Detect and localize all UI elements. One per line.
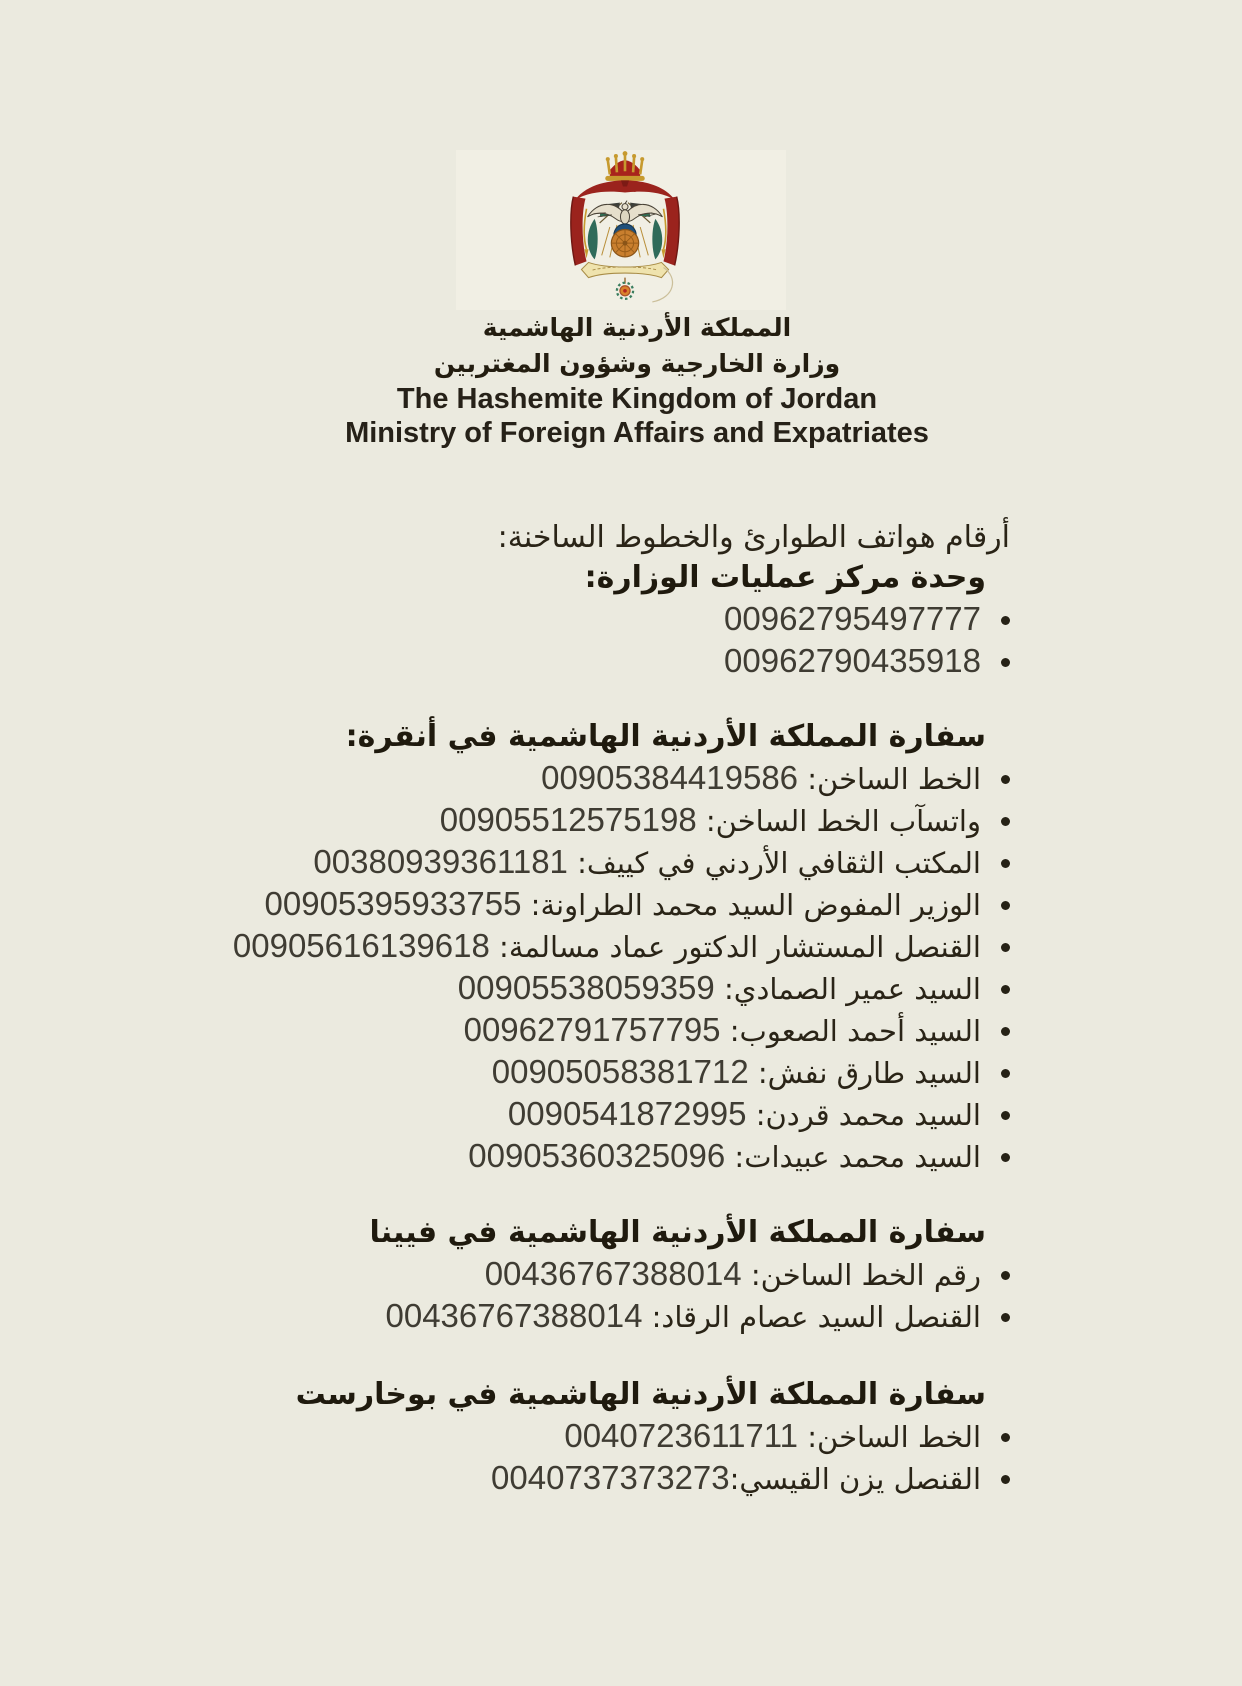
list-item	[120, 1009, 1010, 1051]
phone-number: 00436767388014	[385, 1297, 643, 1334]
phone-number: 0040723611711	[564, 1417, 799, 1454]
title-english-ministry: Ministry of Foreign Affairs and Expatriates	[345, 417, 929, 449]
bullet-icon	[1001, 943, 1010, 952]
contact-label: السيد محمد قردن:	[746, 1098, 981, 1132]
bullet-icon	[1001, 901, 1010, 910]
bullet-icon	[1001, 1475, 1010, 1484]
emergency-numbers-content	[0, 518, 1242, 1499]
phone-number: 00962790435918	[724, 642, 981, 679]
contact-label: القنصل المستشار الدكتور عماد مسالمة:	[489, 930, 981, 964]
phone-number: 00905512575198	[439, 801, 697, 838]
contact-label: رقم الخط الساخن:	[741, 1258, 981, 1292]
medal-icon	[617, 278, 633, 299]
contact-label: السيد طارق نفش:	[748, 1056, 981, 1090]
section-embassy-ankara	[120, 717, 1010, 1177]
bullet-icon	[1001, 1069, 1010, 1078]
letterhead	[0, 0, 1242, 450]
title-arabic-ministry: وزارة الخارجية وشؤون المغتربين	[433, 349, 841, 378]
bullet-icon	[1001, 616, 1010, 625]
list-item	[120, 598, 1010, 640]
list-item	[120, 883, 1010, 925]
bullet-icon	[1001, 1111, 1010, 1120]
bullet-icon	[1001, 658, 1010, 667]
bullet-icon	[1001, 1153, 1010, 1162]
contact-label: السيد محمد عبيدات:	[725, 1140, 981, 1174]
phone-number: 0090541872995	[507, 1095, 747, 1132]
phone-number: 00962791757795	[463, 1011, 721, 1048]
ministry-titles	[0, 310, 1242, 450]
list-item	[120, 1051, 1010, 1093]
contact-list	[120, 757, 1010, 1177]
phone-number: 00905058381712	[491, 1053, 749, 1090]
list-item	[120, 1295, 1010, 1337]
list-item	[120, 1093, 1010, 1135]
list-item	[120, 757, 1010, 799]
phone-number: 00436767388014	[484, 1255, 742, 1292]
section-heading: سفارة المملكة الأردنية الهاشمية في فيينا	[369, 1215, 986, 1250]
bullet-icon	[1001, 859, 1010, 868]
section-heading: وحدة مركز عمليات الوزارة:	[584, 560, 986, 595]
bullet-icon	[1001, 985, 1010, 994]
contact-label: السيد أحمد الصعوب:	[720, 1014, 981, 1048]
phone-number: 00905360325096	[468, 1137, 726, 1174]
phone-number: 00905538059359	[457, 969, 715, 1006]
contact-label: الخط الساخن:	[798, 762, 981, 796]
list-item	[120, 1253, 1010, 1295]
phone-number: 00380939361181	[313, 843, 568, 880]
shield-icon	[611, 230, 638, 257]
jordan-coat-of-arms-icon	[456, 150, 786, 310]
section-heading: سفارة المملكة الأردنية الهاشمية في أنقرة:	[345, 719, 986, 754]
list-item	[120, 1135, 1010, 1177]
scroll-banner-icon	[581, 262, 668, 277]
contact-label: الوزير المفوض السيد محمد الطراونة:	[521, 888, 981, 922]
contact-label: السيد عمير الصمادي:	[714, 972, 981, 1006]
phone-number: 00905395933755	[264, 885, 522, 922]
list-item	[120, 967, 1010, 1009]
section-embassy-bucharest	[120, 1375, 1010, 1499]
contact-label: القنصل يزن القيسي:	[729, 1462, 981, 1496]
phone-number: 00905616139618	[232, 927, 490, 964]
contact-label: القنصل السيد عصام الرقاد:	[642, 1300, 981, 1334]
contact-label: الخط الساخن:	[798, 1420, 981, 1454]
contact-label: المكتب الثقافي الأردني في كييف:	[567, 846, 981, 880]
list-item	[120, 799, 1010, 841]
bullet-icon	[1001, 1313, 1010, 1322]
phone-number: 0040737373273	[491, 1459, 730, 1496]
bullet-icon	[1001, 817, 1010, 826]
section-operations-center	[120, 558, 1010, 682]
bullet-icon	[1001, 1433, 1010, 1442]
phone-number: 00905384419586	[541, 759, 799, 796]
contact-list	[120, 598, 1010, 682]
title-arabic-kingdom: المملكة الأردنية الهاشمية	[482, 313, 792, 342]
contact-label: واتسآب الخط الساخن:	[696, 804, 981, 838]
title-english-kingdom: The Hashemite Kingdom of Jordan	[396, 383, 878, 415]
list-item	[120, 925, 1010, 967]
crown-icon	[606, 151, 644, 178]
eagle-icon	[588, 201, 663, 224]
list-item	[120, 841, 1010, 883]
intro-line: أرقام هواتف الطوارئ والخطوط الساخنة:	[497, 520, 1010, 555]
phone-number: 00962795497777	[724, 600, 981, 637]
list-item	[120, 640, 1010, 682]
section-embassy-vienna	[120, 1213, 1010, 1337]
section-heading: سفارة المملكة الأردنية الهاشمية في بوخارست	[295, 1377, 986, 1412]
contact-list	[120, 1415, 1010, 1499]
contact-list	[120, 1253, 1010, 1337]
bullet-icon	[1001, 1271, 1010, 1280]
list-item	[120, 1457, 1010, 1499]
bullet-icon	[1001, 775, 1010, 784]
list-item	[120, 1415, 1010, 1457]
bullet-icon	[1001, 1027, 1010, 1036]
